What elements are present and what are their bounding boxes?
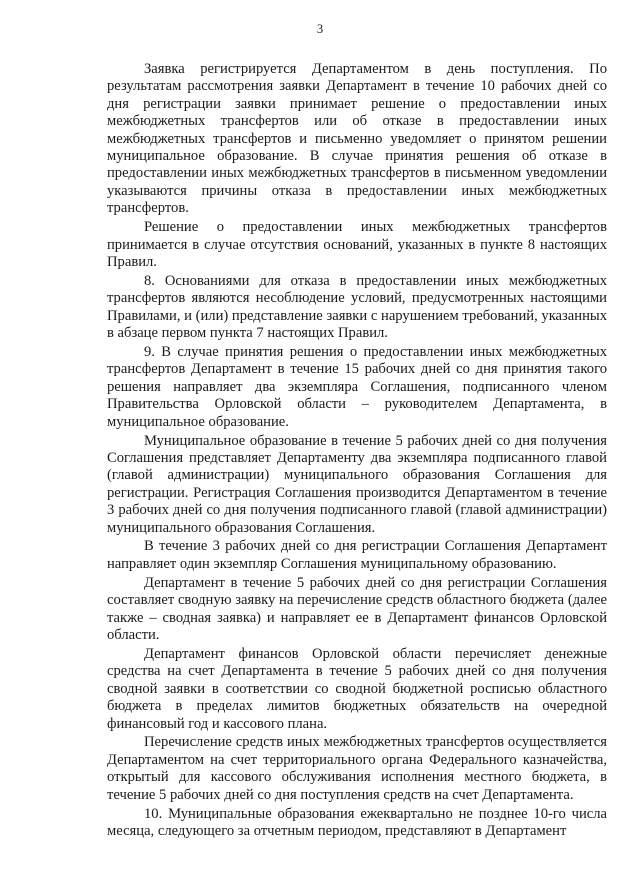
paragraph: 10. Муниципальные образования ежеквартально не позднее 10-го числа месяца, следующего за отчетным периодом, представляют в Департамент (107, 805, 607, 839)
paragraph: Муниципальное образование в течение 5 рабочих дней со дня получения Соглашения представляет Департаменту два экземпляра подписанного главой (главой администрации) муниципального образования Соглашения для регистрации. Регистрация Соглашения производится Департаментом в течение 3 рабочих дней со дня получения подписанного главой (главой администрации) муниципального образования Соглашения. (107, 432, 607, 536)
document-body (107, 61, 607, 842)
paragraph: Заявка регистрируется Департаментом в день поступления. По результатам рассмотрения заявки Департамент в течение 10 рабочих дней со дня регистрации заявки принимает решение о предоставлении иных межбюджетных трансфертов или об отказе в предоставлении иных межбюджетных трансфертов и письменно уведомляет о принятом решении муниципальное образование. В случае принятия решения об отказе в предоставлении иных межбюджетных трансфертов в письменном уведомлении указываются причины отказа в предоставлении иных межбюджетных трансфертов. (107, 61, 607, 217)
paragraph: Департамент в течение 5 рабочих дней со дня регистрации Соглашения составляет сводную заявку на перечисление средств областного бюджета (далее также – сводная заявка) и направляет ее в Департамент финансов Орловской области. (107, 574, 607, 643)
paragraph: Решение о предоставлении иных межбюджетных трансфертов принимается в случае отсутствия оснований, указанных в пункте 8 настоящих Правил. (107, 219, 607, 270)
paragraph: В течение 3 рабочих дней со дня регистрации Соглашения Департамент направляет один экземпляр Соглашения муниципальному образованию. (107, 538, 607, 572)
paragraph: Департамент финансов Орловской области перечисляет денежные средства на счет Департамента в течение 5 рабочих дней со дня получения сводной заявки в соответствии со сводной бюджетной росписью областного бюджета в пределах лимитов бюджетных обязательств на очередной финансовый год и кассового плана. (107, 645, 607, 732)
paragraph: Перечисление средств иных межбюджетных трансфертов осуществляется Департаментом на счет территориального органа Федерального казначейства, открытый для кассового обслуживания исполнения местного бюджета, в течение 5 рабочих дней со дня поступления средств на счет Департамента. (107, 734, 607, 803)
paragraph: 9. В случае принятия решения о предоставлении иных межбюджетных трансфертов Департамент в течение 15 рабочих дней со дня принятия такого решения направляет два экземпляра Соглашения, подписанного членом Правительства Орловской области – руководителем Департамента, в муниципальное образование. (107, 344, 607, 430)
paragraph: 8. Основаниями для отказа в предоставлении иных межбюджетных трансфертов являются несоблюдение условий, предусмотренных настоящими Правилами, и (или) представление заявки с нарушением требований, указанных в абзаце первом пункта 7 настоящих Правил. (107, 272, 607, 342)
page-number: 3 (316, 22, 324, 36)
